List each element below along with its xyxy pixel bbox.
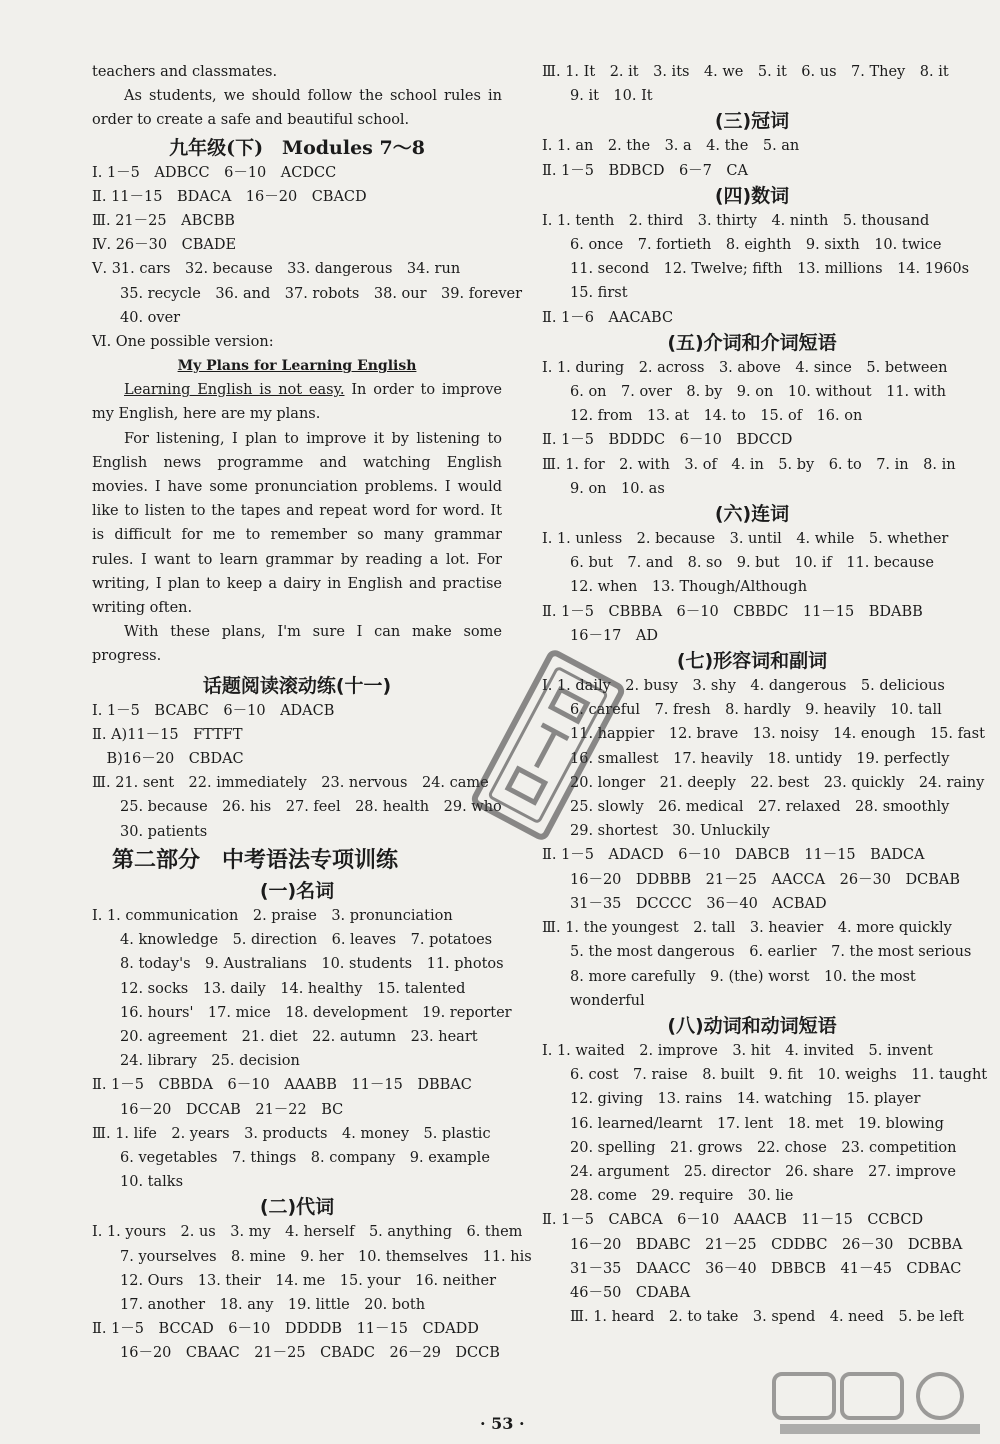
answer-line: Ⅲ. 1. the youngest 2. tall 3. heavier 4. more quickly	[542, 920, 952, 937]
answer-line: Ⅱ. 1－5 BCCAD 6－10 DDDDB 11－15 CDADD	[92, 1321, 479, 1338]
answer-line: Ⅰ. 1. during 2. across 3. above 4. since 5. between	[542, 359, 948, 376]
answer-line: 9. it 10. It	[570, 88, 653, 105]
answer-line: 15. first	[570, 285, 628, 302]
answer-line: Ⅰ. 1. communication 2. praise 3. pronunciation	[92, 907, 453, 924]
answer-line: Ⅲ. 21. sent 22. immediately 23. nervous 24. came	[92, 775, 489, 792]
answer-line: 16. hours' 17. mice 18. development 19. reporter	[120, 1004, 512, 1021]
answer-line: Ⅰ. 1. yours 2. us 3. my 4. herself 5. anything 6. them	[92, 1224, 523, 1241]
answer-line: 29. shortest 30. Unluckily	[570, 823, 770, 840]
answer-block	[92, 699, 502, 844]
answer-line: 6. vegetables 7. things 8. company 9. example	[120, 1149, 490, 1166]
essay-title: My Plans for Learning English	[177, 358, 417, 375]
answer-line: 31－35 DAACC 36－40 DBBCB 41－45 CDBAC	[570, 1260, 962, 1277]
answer-line: 28. come 29. require 30. lie	[570, 1188, 794, 1205]
answer-line: Ⅰ. 1. daily 2. busy 3. shy 4. dangerous 5. delicious	[542, 678, 945, 695]
section-heading: (三)冠词	[714, 110, 790, 133]
answer-line: wonderful	[570, 992, 645, 1009]
answer-line: 24. library 25. decision	[120, 1053, 300, 1070]
answer-line: Ⅵ. One possible version:	[92, 334, 274, 351]
section-heading: (七)形容词和副词	[676, 650, 828, 673]
answer-line: 6. careful 7. fresh 8. hardly 9. heavily 10. tall	[570, 702, 942, 719]
section-heading: (二)代词	[259, 1196, 335, 1219]
answer-line: Ⅰ. 1. an 2. the 3. a 4. the 5. an	[542, 138, 800, 155]
answer-line: Ⅲ. 1. heard 2. to take 3. spend 4. need 5. be left	[570, 1309, 964, 1326]
answer-line: Ⅲ. 21－25 ABCBB	[92, 213, 235, 230]
answer-line: 6. cost 7. raise 8. built 9. fit 10. weighs 11. taught	[570, 1067, 988, 1084]
answer-line: Ⅰ. 1－5 ADBCC 6－10 ACDCC	[92, 164, 337, 181]
answer-line: 4. knowledge 5. direction 6. leaves 7. potatoes	[120, 932, 493, 949]
answer-line: 8. more carefully 9. (the) worst 10. the most	[570, 968, 916, 985]
essay-paragraph: With these plans, I'm sure I can make some progress.	[92, 624, 502, 665]
answer-line: 9. on 10. as	[570, 480, 665, 497]
answer-line: Ⅱ. A)11－15 FTTFT	[92, 726, 243, 743]
essay-underlined-sentence: Learning English is not easy.	[124, 382, 345, 399]
essay-paragraph: For listening, I plan to improve it by listening to English news programme and watching English movies. I have some pronunciation problems. I would like to listen to the tapes and repeat word for word. It is difficult for me to remember so many grammar rules. I want to learn grammar by reading a lot. For writing, I plan to keep a dairy in English and practise writing often.	[92, 430, 502, 617]
answer-line: Ⅲ. 1. It 2. it 3. its 4. we 5. it 6. us 7. They 8. it	[542, 64, 949, 80]
section-heading: (八)动词和动词短语	[667, 1014, 837, 1037]
watermark-logo	[770, 1368, 990, 1438]
page-number: · 53 ·	[480, 1414, 525, 1433]
answer-line: 12. from 13. at 14. to 15. of 16. on	[570, 408, 863, 425]
answer-line: 20. spelling 21. grows 22. chose 23. competition	[570, 1139, 957, 1156]
answer-line: Ⅰ. 1. waited 2. improve 3. hit 4. invited 5. invent	[542, 1042, 933, 1059]
answer-line: Ⅲ. 1. for 2. with 3. of 4. in 5. by 6. to 7. in 8. in	[542, 456, 956, 473]
answer-line: 46－50 CDABA	[570, 1284, 691, 1301]
answer-line: 16－20 CBAAC 21－25 CBADC 26－29 DCCB	[120, 1345, 500, 1362]
answer-line: Ⅱ. 1－5 CBBBA 6－10 CBBDC 11－15 BDABB	[542, 603, 923, 620]
section-heading: 九年级(下) Modules 7～8	[169, 136, 425, 159]
section-heading: (五)介词和介词短语	[667, 331, 837, 354]
answer-line: B)16－20 CBDAC	[92, 751, 244, 768]
answer-line: 12. giving 13. rains 14. watching 15. player	[570, 1091, 921, 1108]
answer-block	[92, 1220, 532, 1365]
answer-block	[92, 161, 523, 355]
paragraph: As students, we should follow the school rules in order to create a safe and beautiful school.	[92, 88, 502, 129]
answer-line: Ⅱ. 1－5 ADACD 6－10 DABCB 11－15 BADCA	[542, 847, 925, 864]
answer-line: Ⅰ. 1. unless 2. because 3. until 4. while 5. whether	[542, 531, 949, 548]
answer-block	[92, 904, 512, 1194]
answer-line: 40. over	[120, 309, 181, 326]
section-heading: 话题阅读滚动练(十一)	[202, 674, 392, 697]
answer-line: Ⅱ. 1－5 CBBDA 6－10 AAABB 11－15 DBBAC	[92, 1077, 472, 1094]
answer-line: 11. second 12. Twelve; fifth 13. millions 14. 1960s	[570, 261, 970, 278]
answer-line: 11. happier 12. brave 13. noisy 14. enough 15. fast	[570, 726, 985, 743]
answer-line: 17. another 18. any 19. little 20. both	[120, 1296, 426, 1313]
answer-line: 30. patients	[120, 823, 208, 840]
answer-line: 16. smallest 17. heavily 18. untidy 19. perfectly	[570, 750, 950, 767]
answer-line: 25. slowly 26. medical 27. relaxed 28. smoothly	[570, 799, 950, 816]
answer-line: 16－20 DDBBB 21－25 AACCA 26－30 DCBAB	[570, 871, 961, 888]
answer-line: 10. talks	[120, 1174, 184, 1191]
section-heading: (一)名词	[259, 879, 335, 902]
text-line: teachers and classmates.	[92, 64, 278, 80]
section-heading: (四)数词	[714, 184, 790, 207]
answer-line: 24. argument 25. director 26. share 27. improve	[570, 1163, 956, 1180]
answer-line: Ⅲ. 1. life 2. years 3. products 4. money 5. plastic	[92, 1125, 491, 1142]
answer-line: 16. learned/learnt 17. lent 18. met 19. blowing	[570, 1115, 944, 1132]
answer-line: Ⅱ. 1－5 BDBCD 6－7 CA	[542, 162, 748, 179]
answer-line: Ⅴ. 31. cars 32. because 33. dangerous 34. run	[92, 261, 461, 278]
answer-line: Ⅱ. 1－5 BDDDC 6－10 BDCCD	[542, 432, 793, 449]
answer-line: Ⅰ. 1－5 BCABC 6－10 ADACB	[92, 702, 335, 719]
answer-line: 16－17 AD	[570, 627, 658, 644]
answer-line: 12. when 13. Though/Although	[570, 579, 808, 596]
section-heading: (六)连词	[714, 503, 790, 526]
answer-line: 25. because 26. his 27. feel 28. health 29. who	[120, 799, 502, 816]
answer-line: 12. socks 13. daily 14. healthy 15. talented	[120, 980, 466, 997]
part-heading: 第二部分 中考语法专项训练	[112, 847, 399, 873]
answer-line: Ⅳ. 26－30 CBADE	[92, 237, 237, 254]
answer-line: 20. longer 21. deeply 22. best 23. quickly 24. rainy	[570, 774, 985, 791]
answer-line: 7. yourselves 8. mine 9. her 10. themselves 11. his	[120, 1248, 532, 1265]
answer-line: 8. today's 9. Australians 10. students 11. photos	[120, 956, 504, 973]
answer-line: Ⅰ. 1. tenth 2. third 3. thirty 4. ninth 5. thousand	[542, 212, 930, 229]
answer-line: 6. but 7. and 8. so 9. but 10. if 11. because	[570, 555, 934, 572]
answer-line: 12. Ours 13. their 14. me 15. your 16. neither	[120, 1272, 497, 1289]
answer-line: 20. agreement 21. diet 22. autumn 23. heart	[120, 1028, 478, 1045]
answer-line: 35. recycle 36. and 37. robots 38. our 39. forever	[120, 285, 523, 302]
answer-line: 6. on 7. over 8. by 9. on 10. without 11. with	[570, 384, 946, 401]
essay-paragraph	[92, 378, 502, 426]
answer-line: Ⅱ. 11－15 BDACA 16－20 CBACD	[92, 188, 367, 205]
answer-line: 6. once 7. fortieth 8. eighth 9. sixth 10. twice	[570, 237, 942, 254]
answer-line: 31－35 DCCCC 36－40 ACBAD	[570, 895, 827, 912]
answer-line: Ⅱ. 1－6 AACABC	[542, 309, 674, 326]
answer-line: 16－20 DCCAB 21－22 BC	[120, 1101, 344, 1118]
essay-text: In order to improve my English, here are my plans.	[92, 382, 502, 423]
answer-line: 16－20 BDABC 21－25 CDDBC 26－30 DCBBA	[570, 1236, 963, 1253]
answer-line: Ⅱ. 1－5 CABCA 6－10 AAACB 11－15 CCBCD	[542, 1212, 924, 1229]
left-column	[92, 60, 532, 1366]
answer-line: 5. the most dangerous 6. earlier 7. the most serious	[570, 944, 972, 961]
